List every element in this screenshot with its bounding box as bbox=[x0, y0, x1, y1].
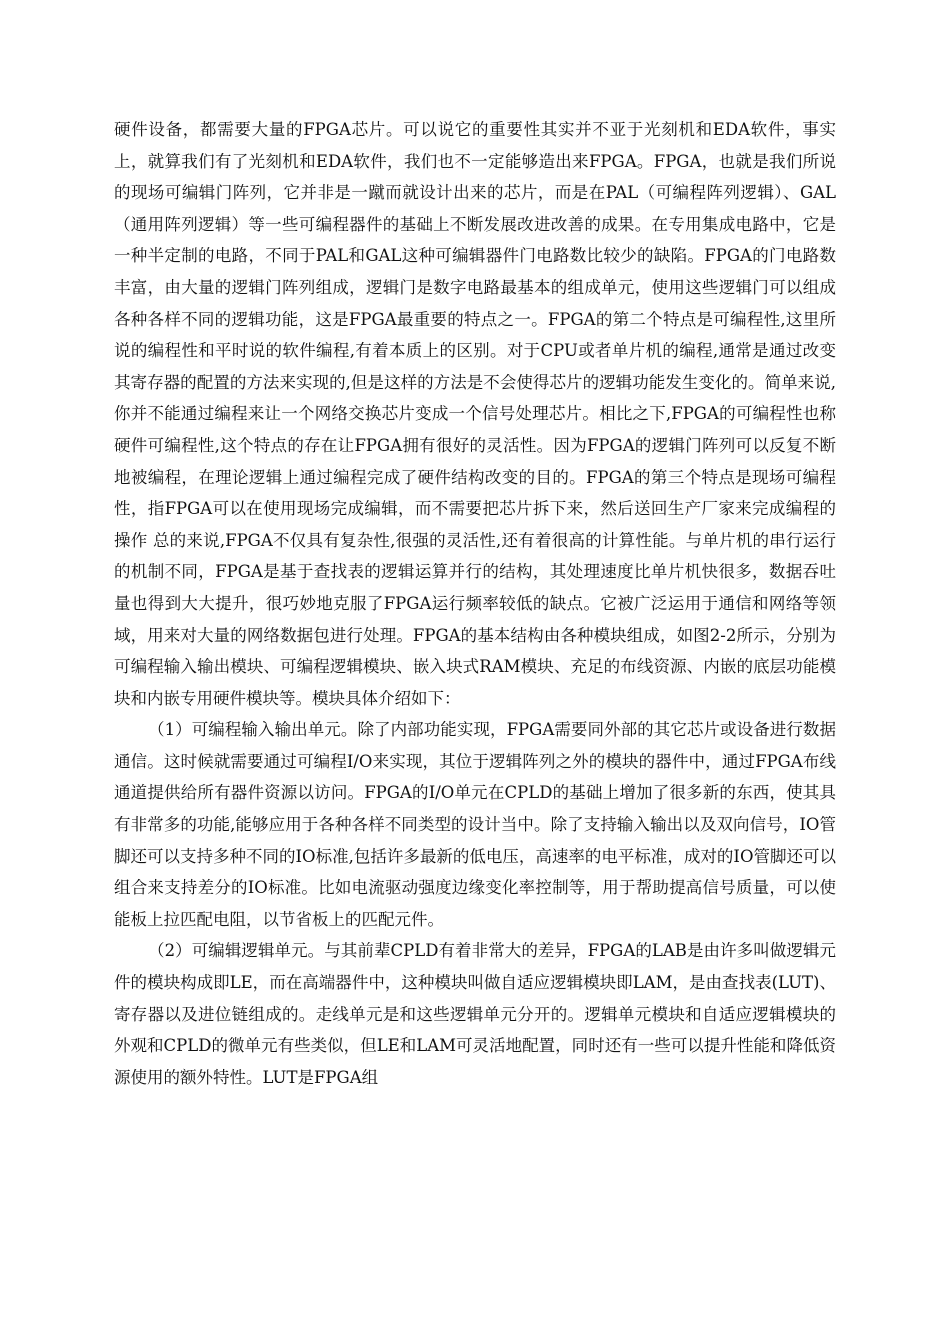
paragraph-fpga-overview: 硬件设备，都需要大量的FPGA芯片。可以说它的重要性其实并不亚于光刻机和EDA软件，事实上，就算我们有了光刻机和EDA软件，我们也不一定能够造出来FPGA。FPGA，也就是我们所说的现场可编辑门阵列，它并非是一蹴而就设计出来的芯片，而是在PAL（可编程阵列逻辑）、GAL（通用阵列逻辑）等一些可编程器件的基础上不断发展改进改善的成果。在专用集成电路中，它是一种半定制的电路，不同于PAL和GAL这种可编辑器件门电路数比较少的缺陷。FPGA的门电路数丰富，由大量的逻辑门阵列组成，逻辑门是数字电路最基本的组成单元，使用这些逻辑门可以组成各种各样不同的逻辑功能，这是FPGA最重要的特点之一。FPGA的第二个特点是可编程性,这里所说的编程性和平时说的软件编程,有着本质上的区别。对于CPU或者单片机的编程,通常是通过改变其寄存器的配置的方法来实现的,但是这样的方法是不会使得芯片的逻辑功能发生变化的。简单来说,你并不能通过编程来让一个网络交换芯片变成一个信号处理芯片。相比之下,FPGA的可编程性也称硬件可编程性,这个特点的存在让FPGA拥有很好的灵活性。因为FPGA的逻辑门阵列可以反复不断地被编程，在理论逻辑上通过编程完成了硬件结构改变的目的。FPGA的第三个特点是现场可编程性，指FPGA可以在使用现场完成编辑，而不需要把芯片拆下来，然后送回生产厂家来完成编程的操作 总的来说,FPGA不仅具有复杂性,很强的灵活性,还有着很高的计算性能。与单片机的串行运行的机制不同，FPGA是基于查找表的逻辑运算并行的结构，其处理速度比单片机快很多，数据吞吐量也得到大大提升，很巧妙地克服了FPGA运行频率较低的缺点。它被广泛运用于通信和网络等领域，用来对大量的网络数据包进行处理。FPGA的基本结构由各种模块组成，如图2-2所示，分别为可编程输入输出模块、可编程逻辑模块、嵌入块式RAM模块、充足的布线资源、内嵌的底层功能模块和内嵌专用硬件模块等。模块具体介绍如下： bbox=[114, 120, 836, 708]
paragraph-logic-unit: （2）可编辑逻辑单元。与其前辈CPLD有着非常大的差异，FPGA的LAB是由许多叫做逻辑元件的模块构成即LE，而在高端器件中，这种模块叫做自适应逻辑模块即LAM，是由查找表(LUT)、寄存器以及进位链组成的。走线单元是和这些逻辑单元分开的。逻辑单元模块和自适应逻辑模块的外观和CPLD的微单元有些类似，但LE和LAM可灵活地配置，同时还有一些可以提升性能和降低资源使用的额外特性。LUT是FPGA组 bbox=[114, 941, 836, 1087]
document-page bbox=[114, 114, 836, 1093]
paragraph-io-unit: （1）可编程输入输出单元。除了内部功能实现，FPGA需要同外部的其它芯片或设备进行数据通信。这时候就需要通过可编程I/O来实现，其位于逻辑阵列之外的模块的器件中，通过FPGA布线通道提供给所有器件资源以访问。FPGA的I/O单元在CPLD的基础上增加了很多新的东西，使其具有非常多的功能,能够应用于各种各样不同类型的设计当中。除了支持输入输出以及双向信号，IO管脚还可以支持多种不同的IO标准,包括许多最新的低电压，高速率的电平标准，成对的IO管脚还可以组合来支持差分的IO标准。比如电流驱动强度边缘变化率控制等，用于帮助提高信号质量，可以使能板上拉匹配电阻，以节省板上的匹配元件。 bbox=[114, 720, 836, 929]
